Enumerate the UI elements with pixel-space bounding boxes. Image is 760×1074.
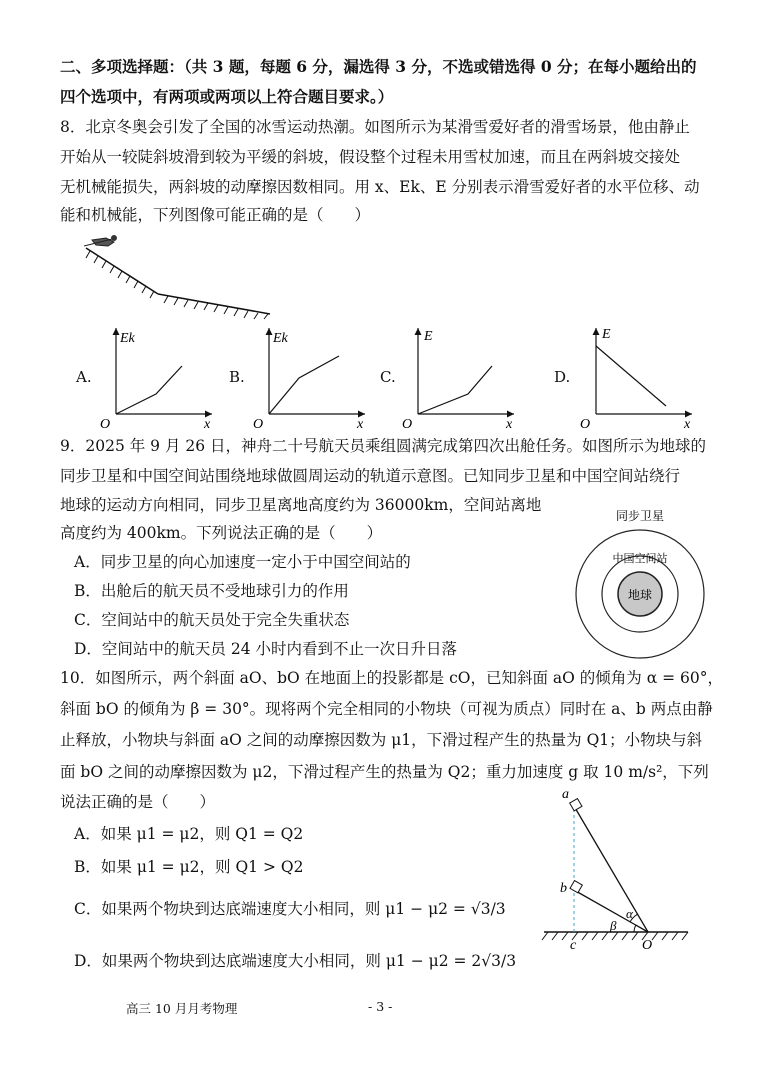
graph-b-curve: [269, 356, 339, 414]
footer-page-number: - 3 -: [368, 999, 393, 1014]
q9-orbit-figure: [558, 506, 722, 660]
q10-text-line2: 斜面 bO 的倾角为 β = 30°。现将两个完全相同的小物块（可视为质点）同时在 a、b 两点由静: [60, 700, 713, 718]
q8-option-d-label: D.: [554, 368, 571, 386]
q10-text-line1: 10．如图所示，两个斜面 aO、bO 在地面上的投影都是 cO，已知斜面 aO 的倾角为 α = 60°，: [60, 669, 723, 687]
q10-text-line5: 说法正确的是（ ）: [60, 793, 216, 811]
graph-a-curve: [116, 366, 182, 414]
q9-option-d: D．空间站中的航天员 24 小时内看到不止一次日升日落: [74, 640, 458, 658]
q10-option-a: A．如果 μ1 = μ2，则 Q1 = Q2: [74, 825, 304, 843]
skier-icon: [84, 235, 117, 246]
q10-incline-figure: [538, 786, 698, 952]
q8-slope-figure: [76, 228, 276, 320]
q8-graph-d: [580, 322, 700, 430]
q8-text-line4: 能和机械能，下列图像可能正确的是（ ）: [60, 206, 371, 224]
q8-option-c-label: C.: [380, 368, 396, 386]
angle-beta-label: β: [610, 918, 617, 933]
point-b-label: b: [560, 881, 567, 896]
q8-graph-b: [253, 322, 373, 430]
block-b: [570, 881, 582, 893]
point-c-label: c: [570, 938, 577, 952]
q8-text-line2: 开始从一较陡斜坡滑到较为平缓的斜坡，假设整个过程未用雪杖加速，而且在两斜坡交接处: [60, 148, 681, 166]
q9-text-line4: 高度约为 400km。下列说法正确的是（ ）: [60, 524, 383, 542]
graph-a-origin: O: [100, 417, 111, 430]
orbit-label-space-station: 中国空间站: [612, 553, 668, 565]
graph-d-origin: O: [580, 417, 591, 430]
point-a-label: a: [562, 787, 569, 802]
graph-d-xlabel: x: [684, 417, 691, 430]
q8-option-b-label: B.: [229, 368, 245, 386]
block-a: [570, 799, 582, 811]
graph-a-xlabel: x: [204, 417, 211, 430]
earth-label: 地球: [627, 588, 653, 602]
q9-option-c: C．空间站中的航天员处于完全失重状态: [74, 611, 350, 629]
q9-text-line3: 地球的运动方向相同，同步卫星离地高度约为 36000km，空间站离地: [60, 496, 542, 514]
graph-c-curve: [418, 366, 492, 414]
graph-c-xlabel: x: [506, 417, 513, 430]
footer-course: 高三 10 月月考物理: [126, 1001, 238, 1016]
q10-option-b: B．如果 μ1 = μ2，则 Q1 > Q2: [74, 858, 304, 876]
point-o-label: O: [642, 938, 653, 952]
graph-c-ylabel: E: [424, 329, 433, 344]
q9-text-line2: 同步卫星和中国空间站围绕地球做圆周运动的轨道示意图。已知同步卫星和中国空间站绕行: [60, 467, 681, 485]
q8-graph-c: [402, 322, 522, 430]
graph-b-ylabel: Ek: [273, 331, 288, 346]
q8-graph-a: [100, 322, 220, 430]
q10-option-d: D．如果两个物块到达底端速度大小相同，则 μ1 − μ2 = 2√3/3: [74, 952, 517, 970]
q10-option-c: C．如果两个物块到达底端速度大小相同，则 μ1 − μ2 = √3/3: [74, 900, 506, 918]
graph-b-origin: O: [253, 417, 264, 430]
q10-text-line4: 面 bO 之间的动摩擦因数为 μ2，下滑过程产生的热量为 Q2；重力加速度 g 取 10 m/s²，下列: [60, 763, 709, 781]
graph-d-curve: [596, 346, 666, 406]
q9-option-b: B．出舱后的航天员不受地球引力的作用: [74, 582, 349, 600]
q8-text-line1: 8．北京冬奥会引发了全国的冰雪运动热潮。如图所示为某滑雪爱好者的滑雪场景，他由静止: [60, 118, 690, 136]
graph-d-ylabel: E: [602, 327, 611, 342]
q9-option-a: A．同步卫星的向心加速度一定小于中国空间站的: [74, 553, 411, 571]
graph-b-xlabel: x: [357, 417, 364, 430]
q9-text-line1: 9．2025 年 9 月 26 日，神舟二十号航天员乘组圆满完成第四次出舱任务。如图所示为地球的: [60, 437, 707, 455]
angle-alpha-label: α: [626, 906, 633, 921]
graph-a-ylabel: Ek: [120, 331, 135, 346]
q10-text-line3: 止释放，小物块与斜面 aO 之间的动摩擦因数为 μ1，下滑过程产生的热量为 Q1；小物块与斜: [60, 731, 703, 749]
q8-text-line3: 无机械能损失，两斜坡的动摩擦因数相同。用 x、Ek、E 分别表示滑雪爱好者的水平位移、动: [60, 178, 700, 196]
section-heading-line2: 四个选项中，有两项或两项以上符合题目要求。）: [60, 87, 394, 106]
q8-option-a-label: A.: [76, 368, 92, 386]
graph-c-origin: O: [402, 417, 413, 430]
section-heading-line1: 二、多项选择题：（共 3 题，每题 6 分，漏选得 3 分，不选或错选得 0 分；在每小题给出的: [60, 57, 697, 76]
orbit-label-sync-satellite: 同步卫星: [615, 509, 665, 523]
